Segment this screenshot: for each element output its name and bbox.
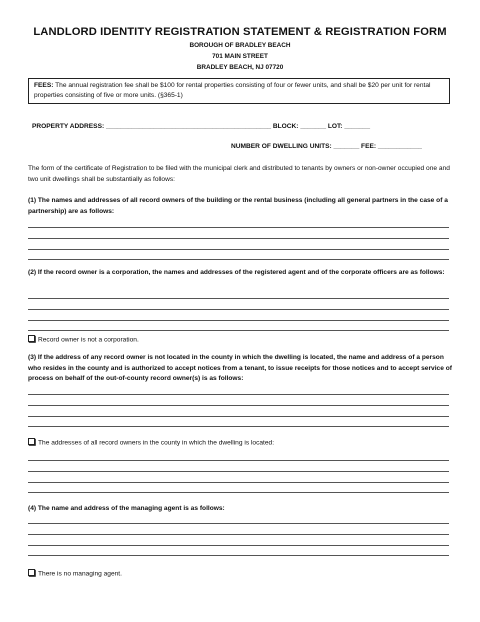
answer-line[interactable]: [28, 460, 449, 461]
answer-line[interactable]: [28, 471, 449, 472]
answer-line[interactable]: [28, 394, 449, 395]
units-and-fee-field[interactable]: NUMBER OF DWELLING UNITS: _______ FEE: ____________: [231, 143, 422, 150]
form-title: LANDLORD IDENTITY REGISTRATION STATEMENT & REGISTRATION FORM: [33, 26, 447, 38]
answer-line[interactable]: [28, 309, 449, 310]
answer-line[interactable]: [28, 238, 449, 239]
checkbox-icon[interactable]: [28, 438, 35, 445]
answer-line[interactable]: [28, 534, 449, 535]
city-state-zip: BRADLEY BEACH, NJ 07720: [196, 64, 284, 71]
no-managing-agent-label: There is no managing agent.: [38, 570, 122, 578]
answer-line[interactable]: [28, 416, 449, 417]
property-address-field[interactable]: PROPERTY ADDRESS: _____________________________________________ BLOCK: _______ LOT: _______: [32, 123, 370, 130]
fees-label: FEES:: [34, 82, 54, 89]
not-corporation-label: Record owner is not a corporation.: [38, 336, 139, 344]
section-4-heading: (4) The name and address of the managing agent is as follows:: [28, 505, 225, 512]
answer-line[interactable]: [28, 320, 449, 321]
street-address: 701 MAIN STREET: [212, 53, 268, 60]
answer-line[interactable]: [28, 249, 449, 250]
answer-line[interactable]: [28, 405, 449, 406]
checkbox-icon[interactable]: [28, 569, 35, 576]
answer-line[interactable]: [28, 523, 449, 524]
answer-line[interactable]: [28, 555, 449, 556]
in-county-label: The addresses of all record owners in the county in which the dwelling is located:: [38, 439, 275, 447]
answer-line[interactable]: [28, 227, 449, 228]
section-2-heading: (2) If the record owner is a corporation, the names and addresses of the registered agent and of the corporate officers are as follows:: [28, 269, 445, 276]
no-managing-agent-checkbox[interactable]: [28, 569, 122, 578]
fees-text: The annual registration fee shall be $100 for rental properties consisting of four or fewer units, and shall be $20 per unit for rental properties consisting of five or more units. (§365-1): [34, 82, 431, 99]
answer-line[interactable]: [28, 426, 449, 427]
answer-line[interactable]: [28, 545, 449, 546]
intro-paragraph: The form of the certificate of Registration to be filed with the municipal clerk and distributed to tenants by owners or non-owner occupied one and two unit dwellings shall be substantially as follows:: [28, 165, 450, 183]
checkbox-icon[interactable]: [28, 335, 35, 342]
in-county-checkbox[interactable]: [28, 438, 274, 447]
answer-line[interactable]: [28, 492, 449, 493]
section-3-heading: (3) If the address of any record owner is not located in the county in which the dwelling is located, the name and address of a person who resides in the county and is authorized to accept notices from a tenant, to issue receipts for those notices and to accept service of process on behalf of the out-of-county record owner(s) is as follows:: [28, 354, 452, 382]
borough-name: BOROUGH OF BRADLEY BEACH: [189, 42, 291, 49]
answer-line[interactable]: [28, 330, 449, 331]
answer-line[interactable]: [28, 482, 449, 483]
section-1-heading: (1) The names and addresses of all record owners of the building or the rental business (including all general partners in the case of a partnership) are as follows:: [28, 197, 448, 215]
answer-line[interactable]: [28, 298, 449, 299]
not-corporation-checkbox[interactable]: [28, 335, 139, 344]
answer-line[interactable]: [28, 259, 449, 260]
fees-notice-box: [28, 78, 450, 104]
